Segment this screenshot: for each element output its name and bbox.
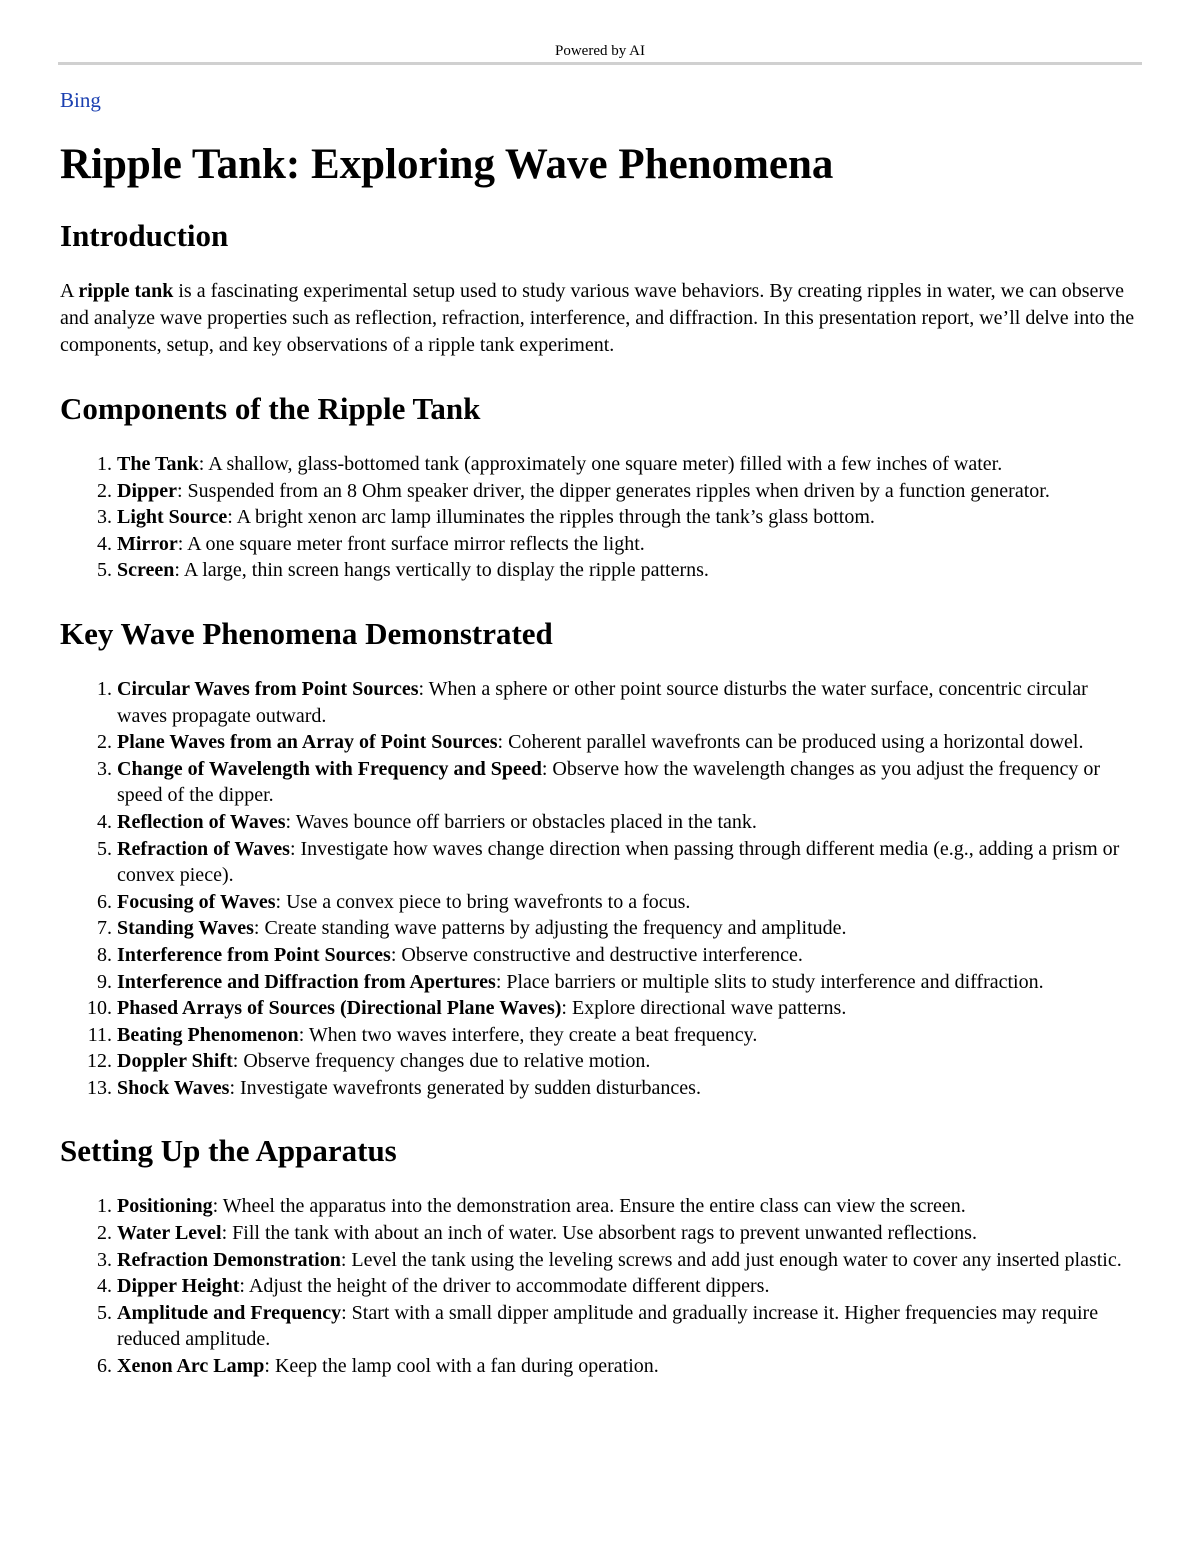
phenomenon-item-term: Interference from Point Sources: [117, 943, 391, 966]
phenomenon-item-term: Reflection of Waves: [117, 810, 286, 833]
phenomenon-item-description: : Create standing wave patterns by adjusting the frequency and amplitude.: [253, 917, 847, 940]
component-item-term: Mirror: [117, 532, 178, 555]
setup-step-description: : Level the tank using the leveling screws and add just enough water to cover any inserted plastic.: [340, 1248, 1122, 1271]
phenomenon-item-term: Change of Wavelength with Frequency and Speed: [117, 757, 542, 780]
setup-list: [60, 1193, 1140, 1379]
page-title: Ripple Tank: Exploring Wave Phenomena: [60, 141, 834, 188]
component-item: [117, 557, 1140, 584]
component-item: [117, 504, 1140, 531]
setup-step-term: Dipper Height: [117, 1275, 240, 1298]
phenomenon-item: [117, 676, 1140, 729]
phenomenon-item-description: : Place barriers or multiple slits to study interference and diffraction.: [495, 970, 1044, 993]
setup-step-description: : Adjust the height of the driver to accommodate different dippers.: [239, 1275, 770, 1298]
phenomenon-item: [117, 836, 1140, 889]
components-list: [60, 451, 1140, 584]
component-item-term: Screen: [117, 559, 175, 582]
intro-lead-after: is a fascinating experimental setup used to study various wave behaviors. By creating ripples in water, we can observe and analyze wave properties such as reflection, refraction, interference, and diffraction. In this presentation report, we’ll delve into the components, setup, and key observations of a ripple tank experiment.: [60, 280, 1135, 356]
setup-heading: Setting Up the Apparatus: [60, 1133, 397, 1169]
components-heading: Components of the Ripple Tank: [60, 391, 481, 426]
powered-by-header: Powered by AI: [58, 42, 1142, 65]
setup-step-term: Amplitude and Frequency: [117, 1301, 342, 1324]
phenomenon-item-description: : When two waves interfere, they create a beat frequency.: [298, 1023, 758, 1046]
phenomenon-item-description: : Investigate how waves change direction when passing through different media (e.g., adding a prism or convex piece).: [117, 837, 1120, 887]
phenomenon-item: [117, 942, 1140, 969]
setup-step-term: Xenon Arc Lamp: [117, 1355, 265, 1378]
component-item-term: The Tank: [117, 453, 199, 475]
phenomenon-item-description: : Explore directional wave patterns.: [561, 997, 847, 1020]
component-item: [117, 531, 1140, 558]
phenomenon-item: [117, 969, 1140, 996]
phenomenon-item-description: : Investigate wavefronts generated by sudden disturbances.: [229, 1076, 701, 1099]
phenomenon-item-description: : When a sphere or other point source disturbs the water surface, concentric circular waves propagate outward.: [117, 677, 1088, 727]
phenomenon-item-term: Phased Arrays of Sources (Directional Plane Waves): [117, 997, 562, 1020]
component-item-term: Dipper: [117, 479, 177, 502]
component-item-description: : A bright xenon arc lamp illuminates the ripples through the tank’s glass bottom.: [227, 506, 875, 529]
setup-step-description: : Start with a small dipper amplitude and gradually increase it. Higher frequencies may require reduced amplitude.: [117, 1301, 1099, 1351]
component-item: [117, 478, 1140, 505]
phenomenon-item: [117, 1022, 1140, 1049]
setup-step-term: Positioning: [117, 1195, 213, 1218]
component-item-description: : A shallow, glass-bottomed tank (approximately one square meter) filled with a few inches of water.: [198, 453, 1003, 475]
component-item-description: : A large, thin screen hangs vertically to display the ripple patterns.: [174, 559, 709, 582]
phenomenon-item-description: : Coherent parallel wavefronts can be produced using a horizontal dowel.: [497, 731, 1084, 754]
component-item-term: Light Source: [117, 506, 228, 529]
phenomenon-item-term: Focusing of Waves: [117, 890, 276, 913]
component-item-description: : A one square meter front surface mirror reflects the light.: [177, 532, 645, 555]
component-item: [117, 451, 1140, 478]
introduction-heading: Introduction: [60, 218, 229, 253]
phenomenon-item-term: Shock Waves: [117, 1076, 230, 1099]
phenomenon-item: [117, 1048, 1140, 1075]
phenomenon-item-description: : Use a convex piece to bring wavefronts to a focus.: [275, 890, 691, 913]
phenomenon-item-term: Beating Phenomenon: [117, 1023, 299, 1046]
phenomenon-item-term: Doppler Shift: [117, 1050, 233, 1073]
setup-step-description: : Wheel the apparatus into the demonstration area. Ensure the entire class can view the screen.: [212, 1195, 966, 1218]
intro-lead-before: A: [60, 280, 79, 302]
phenomena-heading: Key Wave Phenomena Demonstrated: [60, 615, 553, 651]
setup-step: [117, 1193, 1140, 1220]
phenomenon-item-description: : Observe constructive and destructive interference.: [390, 943, 803, 966]
setup-step: [117, 1247, 1140, 1274]
phenomenon-item: [117, 756, 1140, 809]
setup-step: [117, 1273, 1140, 1300]
phenomenon-item: [117, 729, 1140, 756]
phenomenon-item-term: Standing Waves: [117, 917, 254, 940]
introduction-paragraph: [60, 278, 1140, 359]
setup-step: [117, 1220, 1140, 1247]
document-body: [60, 84, 1140, 1380]
phenomenon-item-description: : Waves bounce off barriers or obstacles placed in the tank.: [285, 810, 757, 833]
setup-step-description: : Fill the tank with about an inch of water. Use absorbent rags to prevent unwanted reflections.: [221, 1222, 977, 1245]
component-item-description: : Suspended from an 8 Ohm speaker driver, the dipper generates ripples when driven by a function generator.: [177, 479, 1050, 502]
phenomenon-item-description: : Observe frequency changes due to relative motion.: [232, 1050, 651, 1073]
phenomenon-item: [117, 995, 1140, 1022]
phenomenon-item: [117, 915, 1140, 942]
setup-step-term: Water Level: [117, 1222, 222, 1245]
phenomenon-item: [117, 889, 1140, 916]
phenomena-list: [60, 676, 1140, 1102]
bing-source-link[interactable]: Bing: [60, 88, 101, 112]
setup-step: [117, 1353, 1140, 1380]
setup-step: [117, 1300, 1140, 1353]
phenomenon-item: [117, 1075, 1140, 1102]
phenomenon-item: [117, 809, 1140, 836]
intro-ripple-tank-term: ripple tank: [78, 280, 174, 302]
setup-step-term: Refraction Demonstration: [117, 1248, 341, 1271]
phenomenon-item-term: Plane Waves from an Array of Point Sources: [117, 731, 498, 754]
phenomenon-item-term: Circular Waves from Point Sources: [117, 677, 419, 700]
phenomenon-item-term: Interference and Diffraction from Apertures: [117, 970, 496, 993]
phenomenon-item-term: Refraction of Waves: [117, 837, 290, 860]
setup-step-description: : Keep the lamp cool with a fan during operation.: [264, 1355, 659, 1378]
phenomenon-item-description: : Observe how the wavelength changes as you adjust the frequency or speed of the dipper.: [117, 757, 1101, 807]
